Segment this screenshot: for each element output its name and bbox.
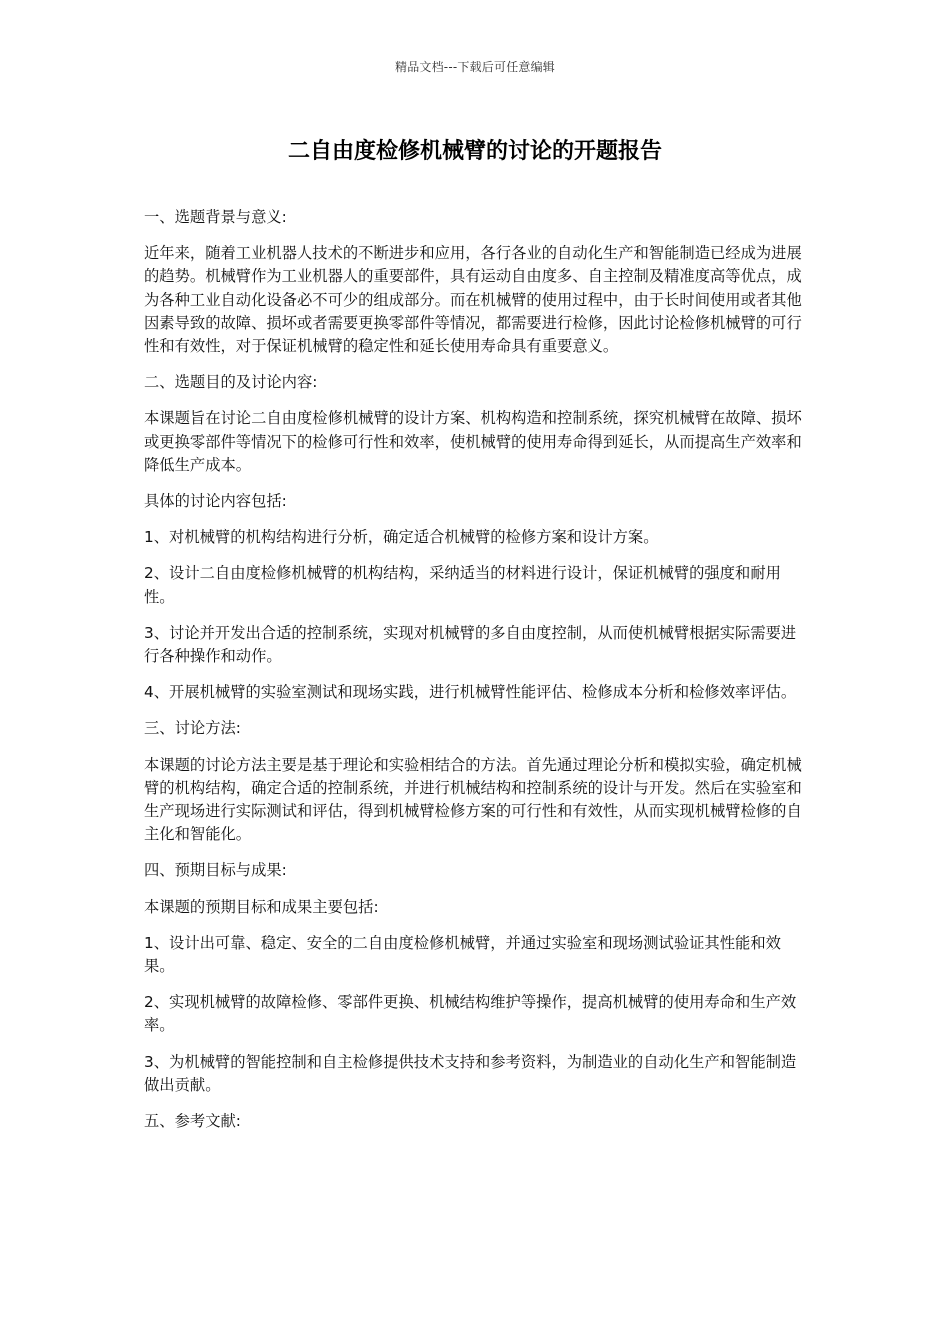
list-item-content-4: 4、开展机械臂的实验室测试和现场实践，进行机械臂性能评估、检修成本分析和检修效率评估。	[144, 683, 797, 702]
paragraph-goals-intro: 本课题的预期目标和成果主要包括:	[144, 897, 379, 916]
section-heading-goals: 四、预期目标与成果:	[144, 861, 287, 880]
list-item-goal-3: 3、为机械臂的智能控制和自主检修提供技术支持和参考资料，为制造业的自动化生产和智能制造做出贡献。	[144, 1052, 797, 1094]
section-heading-background: 一、选题背景与意义:	[144, 208, 287, 226]
document-body	[144, 206, 808, 1146]
list-item-content-2: 2、设计二自由度检修机械臂的机构结构，采纳适当的材料进行设计，保证机械臂的强度和耐用性。	[144, 564, 781, 606]
document-title: 二自由度检修机械臂的讨论的开题报告	[287, 139, 662, 164]
list-item-content-3: 3、讨论并开发出合适的控制系统，实现对机械臂的多自由度控制，从而使机械臂根据实际需要进行各种操作和动作。	[144, 623, 797, 666]
section-heading-method: 三、讨论方法:	[144, 719, 241, 738]
list-item-goal-2: 2、实现机械臂的故障检修、零部件更换、机械结构维护等操作，提高机械臂的使用寿命和生产效率。	[144, 993, 797, 1035]
header-note: 精品文档---下载后可任意编辑	[395, 60, 555, 74]
paragraph-method: 本课题的讨论方法主要是基于理论和实验相结合的方法。首先通过理论分析和模拟实验，确定机械臂的机构结构，确定合适的控制系统，并进行机械结构和控制系统的设计与开发。然后在实验室和生产现场进行实际测试和评估，得到机械臂检修方案的可行性和有效性，从而实现机械臂检修的自主化和智能化。	[144, 755, 802, 844]
section-heading-references: 五、参考文献:	[144, 1112, 241, 1131]
list-item-content-1: 1、对机械臂的机构结构进行分析，确定适合机械臂的检修方案和设计方案。	[144, 528, 659, 547]
list-item-goal-1: 1、设计出可靠、稳定、安全的二自由度检修机械臂，并通过实验室和现场测试验证其性能和效果。	[144, 933, 781, 976]
paragraph-purpose: 本课题旨在讨论二自由度检修机械臂的设计方案、机构构造和控制系统，探究机械臂在故障、损坏或更换零部件等情况下的检修可行性和效率，使机械臂的使用寿命得到延长，从而提高生产效率和降低生产成本。	[144, 409, 802, 474]
section-heading-purpose: 二、选题目的及讨论内容:	[144, 373, 318, 392]
paragraph-content-intro: 具体的讨论内容包括:	[144, 492, 287, 511]
paragraph-background: 近年来，随着工业机器人技术的不断进步和应用，各行各业的自动化生产和智能制造已经成为进展的趋势。机械臂作为工业机器人的重要部件，具有运动自由度多、自主控制及精准度高等优点，成为各种工业自动化设备必不可少的组成部分。而在机械臂的使用过程中，由于长时间使用或者其他因素导致的故障、损坏或者需要更换零部件等情况，都需要进行检修，因此讨论检修机械臂的可行性和有效性，对于保证机械臂的稳定性和延长使用寿命具有重要意义。	[144, 244, 802, 356]
